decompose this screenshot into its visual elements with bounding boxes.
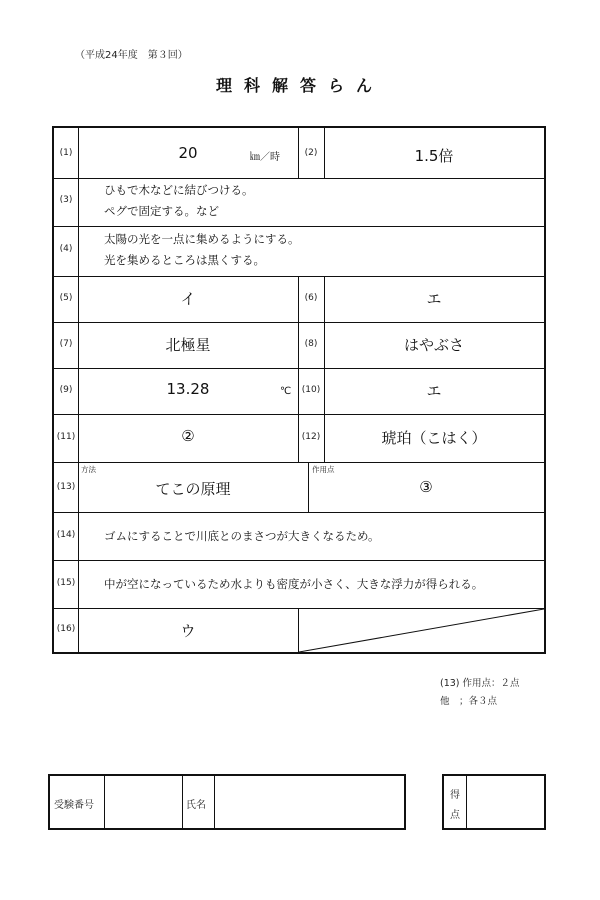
name-label: 氏名: [186, 800, 206, 811]
question-number: (2): [304, 148, 318, 158]
score-box: [442, 774, 546, 830]
question-number: (7): [59, 339, 73, 349]
exam-info-box: [48, 774, 406, 830]
answer-10: エ: [426, 382, 442, 400]
answer-4-line-2: 光を集めるところは黒くする。: [104, 253, 265, 267]
answer-8: はやぶさ: [403, 336, 464, 354]
answer-11: ②: [181, 427, 195, 445]
method-label: 方法: [81, 465, 96, 474]
question-number: (14): [56, 530, 76, 540]
answer-2: 1.5倍: [414, 147, 454, 165]
answer-7: 北極星: [165, 336, 211, 354]
answer-15: 中が空になっているため水よりも密度が小さく、大きな浮力が得られる。: [104, 577, 484, 591]
scoring-note: [440, 675, 520, 711]
blank-cell-diagonal: [299, 609, 544, 652]
answer-4-line-1: 太陽の光を一点に集めるようにする。: [104, 232, 300, 246]
answer-3-line-1: ひもで木などに結びつける。: [104, 183, 254, 197]
score-label-top: 得: [450, 790, 460, 801]
unit-celsius: ℃: [280, 386, 292, 397]
question-number: (4): [59, 244, 73, 254]
question-number: (8): [304, 339, 318, 349]
exam-year-round: （平成24年度 第３回）: [75, 50, 188, 61]
question-number: (11): [56, 432, 76, 442]
answer-5: イ: [180, 290, 196, 308]
question-number: (16): [56, 624, 76, 634]
question-number: (5): [59, 293, 73, 303]
question-number: (9): [59, 385, 73, 395]
answer-1: 20: [178, 144, 198, 162]
point-of-action-label: 作用点: [312, 465, 335, 474]
question-number: (15): [56, 578, 76, 588]
answer-3-line-2: ペグで固定する。など: [104, 204, 219, 218]
score-label-bottom: 点: [450, 810, 460, 821]
answer-12: 琥珀（こはく）: [381, 429, 487, 447]
answer-14: ゴムにすることで川底とのまさつが大きくなるため。: [104, 529, 380, 543]
question-number: (6): [304, 293, 318, 303]
answer-9: 13.28: [166, 380, 210, 398]
question-number: (3): [59, 195, 73, 205]
answer-sheet: [52, 126, 546, 654]
question-number: (12): [301, 432, 321, 442]
question-number: (13): [56, 482, 76, 492]
answer-16: ウ: [180, 622, 196, 640]
unit-km-per-hour: ㎞／時: [250, 152, 280, 163]
scoring-line-2: 他 ；各３点: [440, 696, 498, 707]
scoring-line-1: (13) 作用点：２点: [440, 678, 520, 689]
page-title: 理科解答らん: [215, 76, 384, 95]
question-number: (10): [301, 385, 321, 395]
answer-6: エ: [426, 290, 442, 308]
answer-13-point: ③: [419, 478, 433, 496]
answer-13-method: てこの原理: [155, 480, 231, 498]
exam-number-label: 受験番号: [54, 800, 94, 811]
question-number: (1): [59, 148, 73, 158]
